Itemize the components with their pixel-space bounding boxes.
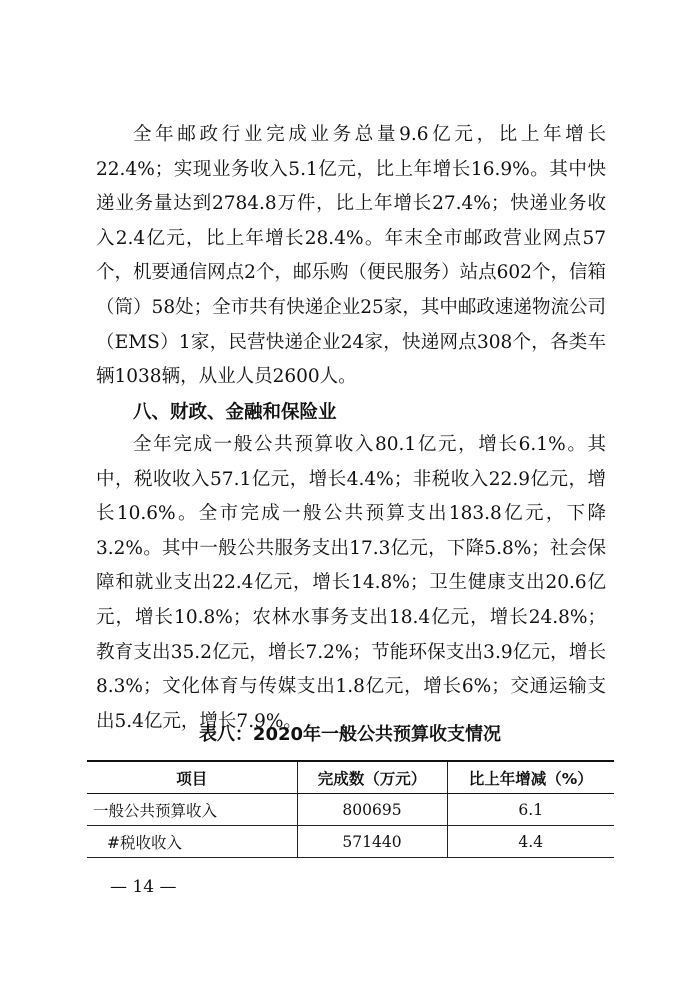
paragraph-finance: 全年完成一般公共预算收入80.1亿元，增长6.1%。其中，税收收入57.1亿元，增长4.4%；非税收入22.9亿元，增长10.6%。全市完成一般公共预算支出183.8亿元，下降3.2%。其中一般公共服务支出17.3亿元，下降5.8%；社会保障和就业支出22.4亿元，增长14.8%；卫生健康支出20.6亿元，增长10.8%；农林水事务支出18.4亿元，增长24.8%；教育支出35.2亿元，增长7.2%；节能环保支出3.9亿元，增长8.3%；文化体育与传媒支出1.8亿元，增长6%；交通运输支出5.4亿元，增长7.9%。 <box>96 434 606 732</box>
table-title: 表八：2020年一般公共预算收支情况 <box>198 724 502 745</box>
section-heading: 八、财政、金融和保险业 <box>133 402 337 423</box>
page-number: — 14 — <box>110 877 177 897</box>
table-row <box>87 794 614 826</box>
row-change: 6.1 <box>447 794 614 826</box>
row-item: #税收收入 <box>87 826 297 858</box>
budget-table <box>87 760 614 858</box>
row-item: 一般公共预算收入 <box>87 794 297 826</box>
row-completed: 800695 <box>297 794 447 826</box>
header-completed: 完成数（万元） <box>297 761 447 794</box>
table-row <box>87 826 614 858</box>
table-header-row <box>87 761 614 794</box>
row-completed: 571440 <box>297 826 447 858</box>
row-change: 4.4 <box>447 826 614 858</box>
header-item: 项目 <box>87 761 297 794</box>
paragraph-postal: 全年邮政行业完成业务总量9.6亿元，比上年增长22.4%；实现业务收入5.1亿元，比上年增长16.9%。其中快递业务量达到2784.8万件，比上年增长27.4%；快递业务收入2.4亿元，比上年增长28.4%。年末全市邮政营业网点57个，机要通信网点2个，邮乐购（便民服务）站点602个，信箱（筒）58处；全市共有快递企业25家，其中邮政速递物流公司（EMS）1家，民营快递企业24家，快递网点308个，各类车辆1038辆，从业人员2600人。 <box>96 124 606 388</box>
header-change: 比上年增减（%） <box>447 761 614 794</box>
